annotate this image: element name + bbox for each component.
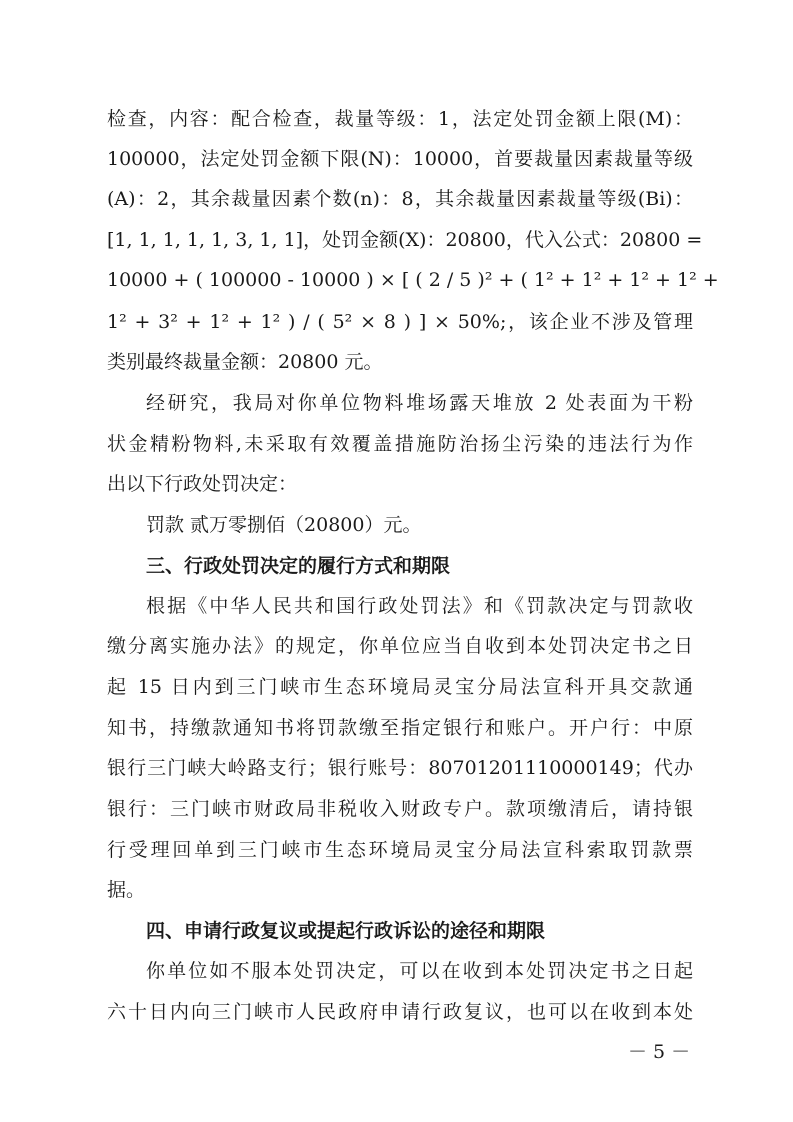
section-heading: 三、行政处罚决定的履行方式和期限 bbox=[146, 555, 451, 577]
paragraph-line: 知书，持缴款通知书将罚款缴至指定银行和账户。开户行：中原 bbox=[107, 717, 693, 739]
paragraph-line: 检查，内容：配合检查，裁量等级：1，法定处罚金额上限(M)： bbox=[107, 108, 693, 130]
paragraph-line: 状金精粉物料,未采取有效覆盖措施防治扬尘污染的违法行为作 bbox=[107, 433, 693, 455]
paragraph-line: [1, 1, 1, 1, 1, 3, 1, 1]，处罚金额(X)：20800，代入公式：20800 = bbox=[107, 229, 703, 251]
page-number: － 5 － bbox=[628, 1041, 691, 1063]
paragraph-line: (A)：2，其余裁量因素个数(n)：8，其余裁量因素裁量等级(Bi)： bbox=[107, 188, 693, 210]
paragraph-line: 100000，法定处罚金额下限(N)：10000，首要裁量因素裁量等级 bbox=[107, 148, 693, 170]
formula-line: 1² + 3² + 1² + 1² ) / ( 5² × 8 ) ] × 50%;，该企业不涉及管理 bbox=[107, 311, 693, 333]
paragraph-line: 经研究，我局对你单位物料堆场露天堆放 2 处表面为干粉 bbox=[146, 392, 693, 414]
section-heading: 四、申请行政复议或提起行政诉讼的途径和期限 bbox=[146, 920, 546, 942]
paragraph-line: 你单位如不服本处罚决定，可以在收到本处罚决定书之日起 bbox=[146, 960, 693, 982]
paragraph-line: 起 15 日内到三门峡市生态环境局灵宝分局法宣科开具交款通 bbox=[107, 676, 693, 698]
paragraph-line: 银行三门峡大岭路支行；银行账号：80701201110000149；代办 bbox=[107, 757, 693, 779]
formula-line: 10000 + ( 100000 - 10000 ) × [ ( 2 / 5 )² + ( 1² + 1² + 1² + 1² + bbox=[107, 269, 719, 291]
paragraph-line: 六十日内向三门峡市人民政府申请行政复议，也可以在收到本处 bbox=[107, 1001, 693, 1023]
paragraph-line: 行受理回单到三门峡市生态环境局灵宝分局法宣科索取罚款票 bbox=[107, 839, 693, 861]
paragraph-line: 出以下行政处罚决定： bbox=[107, 473, 298, 495]
paragraph-line: 根据《中华人民共和国行政处罚法》和《罚款决定与罚款收 bbox=[146, 595, 693, 617]
penalty-amount-line: 罚款 贰万零捌佰（20800）元。 bbox=[146, 514, 422, 536]
paragraph-line: 银行：三门峡市财政局非税收入财政专户。款项缴清后，请持银 bbox=[107, 798, 693, 820]
paragraph-line: 据。 bbox=[107, 879, 146, 901]
paragraph-line: 类别最终裁量金额：20800 元。 bbox=[107, 351, 383, 373]
paragraph-line: 缴分离实施办法》的规定，你单位应当自收到本处罚决定书之日 bbox=[107, 635, 693, 657]
